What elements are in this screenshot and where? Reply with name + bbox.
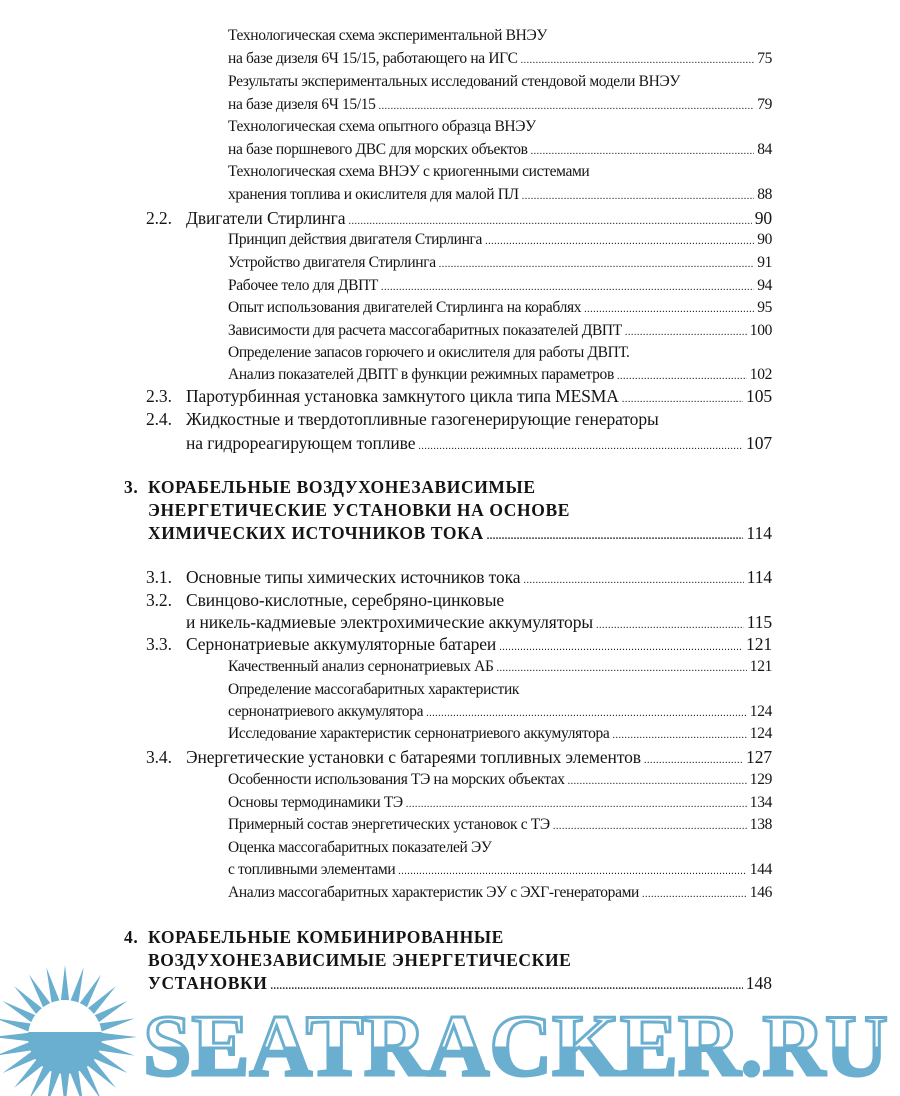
entry-title: Исследование характеристик сернонатриевого аккумулятора	[228, 725, 610, 742]
page-number: 146	[749, 884, 772, 901]
page-number: 127	[746, 747, 772, 767]
page-number: 114	[746, 567, 772, 587]
toc-entry	[228, 726, 772, 742]
entry-title: на гидрореагирующем топливе	[186, 433, 416, 453]
page-number: 121	[749, 658, 772, 675]
section-number: 4.	[124, 927, 139, 947]
dot-leader	[398, 862, 747, 878]
entry-title: Примерный состав энергетических установок с ТЭ	[228, 816, 550, 833]
entry-title: Результаты экспериментальных исследований стендовой модели ВНЭУ	[228, 73, 680, 90]
toc-entry	[228, 795, 772, 811]
entry-title: Анализ показателей ДВПТ в функции режимных параметров	[228, 366, 614, 383]
toc-entry	[186, 614, 772, 632]
toc-entry	[186, 435, 772, 453]
dot-leader	[617, 367, 747, 383]
entry-title: и никель-кадмиевые электрохимические аккумуляторы	[186, 612, 594, 632]
toc-entry	[228, 97, 772, 113]
dot-leader	[406, 795, 747, 811]
toc-entry	[228, 345, 772, 361]
toc-entry	[146, 634, 772, 654]
section-number: 3.2.	[146, 590, 172, 610]
dot-leader	[418, 435, 743, 453]
toc-entry	[228, 885, 772, 901]
dot-leader	[531, 142, 755, 158]
toc-entry	[228, 164, 772, 180]
dot-leader	[522, 187, 754, 203]
section-number: 3.3.	[146, 634, 172, 654]
toc-entry	[228, 119, 772, 135]
toc-entry	[228, 74, 772, 90]
toc-entry	[228, 659, 772, 675]
entry-title: ХИМИЧЕСКИХ ИСТОЧНИКОВ ТОКА	[148, 523, 484, 543]
entry-title: Устройство двигателя Стирлинга	[228, 254, 436, 271]
entry-title: Определение запасов горючего и окислителя для работы ДВПТ.	[228, 344, 630, 361]
section-number: 2.3.	[146, 386, 172, 406]
dot-leader	[379, 97, 755, 113]
page-number: 100	[749, 322, 772, 339]
toc-entry	[228, 232, 772, 248]
toc-entry	[148, 525, 772, 543]
entry-title: Опыт использования двигателей Стирлинга на кораблях	[228, 299, 582, 316]
toc-entry	[146, 747, 772, 767]
entry-title: на базе поршневого ДВС для морских объектов	[228, 141, 528, 158]
page-number: 84	[757, 141, 772, 158]
dot-leader	[485, 232, 754, 248]
toc-entry	[148, 975, 772, 993]
dot-leader	[523, 569, 743, 587]
toc-entry	[228, 278, 772, 294]
dot-leader	[439, 255, 754, 271]
dot-leader	[568, 772, 747, 788]
page-number: 107	[746, 433, 772, 453]
dot-leader	[596, 614, 744, 632]
toc-entry	[228, 367, 772, 383]
page-number: 94	[757, 277, 772, 294]
toc-entry	[146, 590, 772, 610]
page-number: 90	[757, 231, 772, 248]
sun-ray	[61, 965, 69, 1001]
entry-title: Энергетические установки с батареями топливных элементов	[186, 747, 641, 767]
page-number: 121	[746, 634, 772, 654]
dot-leader	[426, 704, 747, 720]
entry-title: Паротурбинная установка замкнутого цикла типа MESMA	[186, 386, 619, 406]
toc-entry	[228, 840, 772, 856]
entry-title: УСТАНОВКИ	[148, 973, 268, 993]
page-number: 148	[745, 973, 772, 993]
dot-leader	[553, 817, 747, 833]
toc-entry	[228, 255, 772, 271]
page-number: 129	[749, 771, 772, 788]
page-number: 138	[749, 816, 772, 833]
page-number: 134	[749, 794, 772, 811]
dot-leader	[584, 300, 754, 316]
toc-entry	[228, 300, 772, 316]
dot-leader	[622, 388, 743, 406]
dot-leader	[625, 323, 747, 339]
entry-title: Рабочее тело для ДВПТ	[228, 277, 379, 294]
entry-title: Оценка массогабаритных показателей ЭУ	[228, 839, 492, 856]
page-number: 75	[757, 50, 772, 67]
page-number: 79	[757, 96, 772, 113]
entry-title: Свинцово-кислотные, серебряно-цинковые	[186, 590, 505, 610]
toc-entry	[228, 772, 772, 788]
entry-title: Технологическая схема экспериментальной ВНЭУ	[228, 27, 547, 44]
entry-title: Технологическая схема ВНЭУ с криогенными системами	[228, 163, 590, 180]
section-number: 3.1.	[146, 567, 172, 587]
entry-title: Принцип действия двигателя Стирлинга	[228, 231, 483, 248]
toc-entry	[228, 28, 772, 44]
toc-entry	[148, 502, 772, 520]
section-number: 3.4.	[146, 747, 172, 767]
section-number: 3.	[124, 477, 139, 497]
entry-title: на базе дизеля 6Ч 15/15, работающего на ИГС	[228, 50, 518, 67]
entry-title: Зависимости для расчета массогабаритных показателей ДВПТ	[228, 322, 622, 339]
seatracker-watermark	[0, 998, 900, 1096]
toc-entry	[228, 51, 772, 67]
entry-title: Основные типы химических источников тока	[186, 567, 521, 587]
entry-title: хранения топлива и окислителя для малой ПЛ	[228, 186, 519, 203]
entry-title: с топливными элементами	[228, 861, 396, 878]
toc-entry	[228, 682, 772, 698]
page-number: 124	[749, 703, 772, 720]
dot-leader	[521, 51, 755, 67]
page-number: 115	[746, 612, 772, 632]
entry-title: Двигатели Стирлинга	[186, 208, 346, 228]
section-number: 2.2.	[146, 208, 172, 228]
dot-leader	[381, 278, 754, 294]
toc-entry	[148, 952, 772, 970]
toc-entry	[228, 187, 772, 203]
entry-title: Жидкостные и твердотопливные газогенерирующие генераторы	[186, 409, 659, 429]
page-number: 95	[757, 299, 772, 316]
page-number: 90	[754, 208, 772, 228]
entry-title: КОРАБЕЛЬНЫЕ КОМБИНИРОВАННЫЕ	[148, 927, 504, 947]
dot-leader	[348, 210, 751, 228]
page-number: 124	[749, 725, 772, 742]
dot-leader	[644, 749, 743, 767]
entry-title: Анализ массогабаритных характеристик ЭУ с ЭХГ-генераторами	[228, 884, 639, 901]
watermark-text: SEATRACKER.RU	[143, 998, 888, 1095]
toc-entry	[146, 409, 772, 429]
toc-entry	[228, 862, 772, 878]
page-number: 88	[757, 186, 772, 203]
dot-leader	[612, 726, 746, 742]
dot-leader	[497, 659, 747, 675]
page-number: 102	[749, 366, 772, 383]
section-number: 2.4.	[146, 409, 172, 429]
dot-leader	[642, 885, 747, 901]
entry-title: Сернонатриевые аккумуляторные батареи	[186, 634, 497, 654]
toc-entry	[228, 817, 772, 833]
entry-title: Технологическая схема опытного образца ВНЭУ	[228, 118, 536, 135]
dot-leader	[271, 975, 743, 993]
entry-title: Основы термодинамики ТЭ	[228, 794, 403, 811]
page-number: 91	[757, 254, 772, 271]
entry-title: сернонатриевого аккумулятора	[228, 703, 424, 720]
entry-title: Особенности использования ТЭ на морских объектах	[228, 771, 565, 788]
entry-title: ВОЗДУХОНЕЗАВИСИМЫЕ ЭНЕРГЕТИЧЕСКИЕ	[148, 950, 572, 970]
toc-entry	[228, 142, 772, 158]
toc-entry	[228, 323, 772, 339]
toc-entry	[146, 386, 772, 406]
dot-leader	[487, 525, 744, 543]
toc-entry	[228, 704, 772, 720]
toc-entry	[124, 477, 772, 497]
entry-title: ЭНЕРГЕТИЧЕСКИЕ УСТАНОВКИ НА ОСНОВЕ	[148, 500, 570, 520]
entry-title: Определение массогабаритных характеристик	[228, 681, 520, 698]
entry-title: КОРАБЕЛЬНЫЕ ВОЗДУХОНЕЗАВИСИМЫЕ	[148, 477, 536, 497]
page-number: 105	[746, 386, 772, 406]
entry-title: Качественный анализ сернонатриевых АБ	[228, 658, 494, 675]
page-number: 114	[746, 523, 772, 543]
entry-title: на базе дизеля 6Ч 15/15	[228, 96, 376, 113]
page-number: 144	[749, 861, 772, 878]
toc-entry	[124, 927, 772, 947]
toc-entry	[146, 567, 772, 587]
toc-entry	[146, 208, 772, 228]
dot-leader	[499, 636, 743, 654]
